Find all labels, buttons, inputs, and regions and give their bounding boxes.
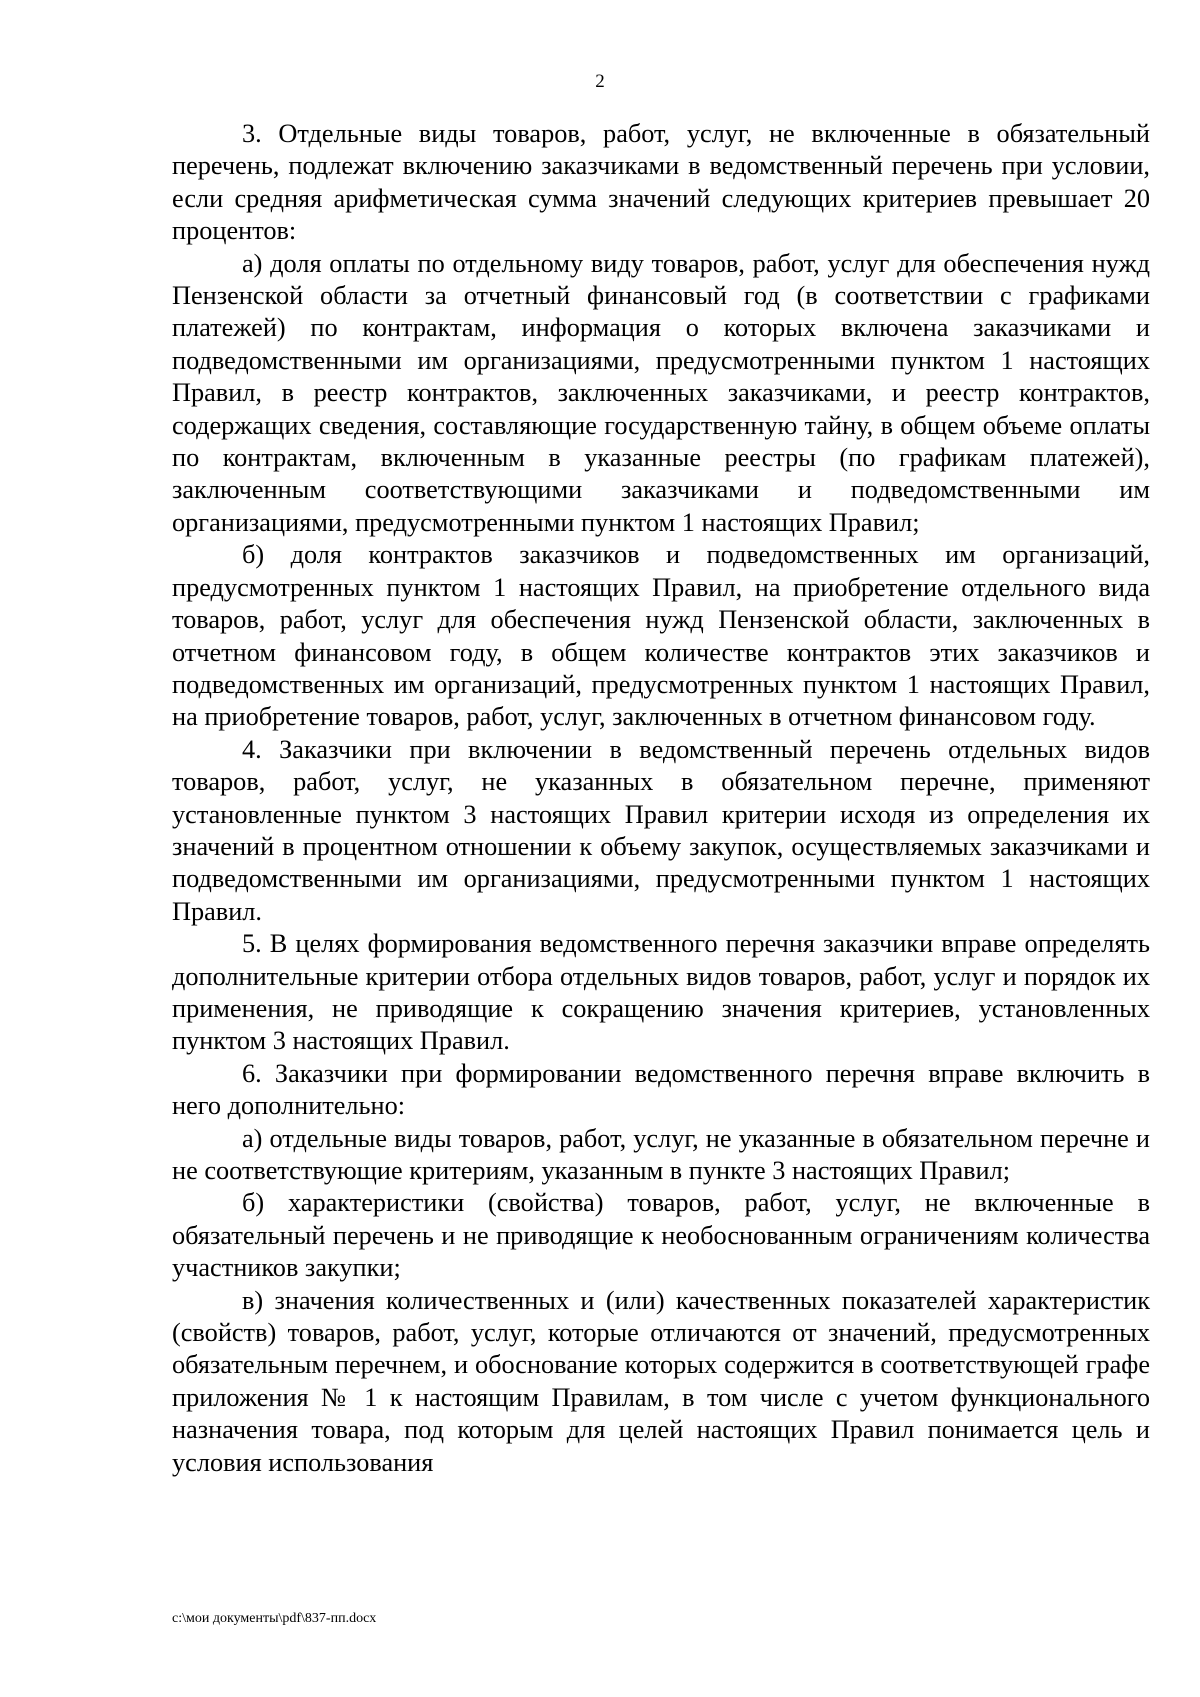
paragraph-6v: в) значения количественных и (или) качественных показателей характеристик (свойств) товаров, работ, услуг, которые отличаются от значений, предусмотренных обязательным перечнем, и обоснование которых содержится в соответствующей графе приложения № 1 к настоящим Правилам, в том числе с учетом функционального назначения товара, под которым для целей настоящих Правил понимается цель и условия использования: [172, 1285, 1150, 1477]
paragraph-3: 3. Отдельные виды товаров, работ, услуг, не включенные в обязательный перечень, подлежат включению заказчиками в ведомственный перечень при условии, если средняя арифметическая сумма значений следующих критериев превышает 20 процентов:: [172, 119, 1150, 246]
paragraph-4: 4. Заказчики при включении в ведомственный перечень отдельных видов товаров, работ, услуг, не указанных в обязательном перечне, применяют установленные пунктом 3 настоящих Правил критерии исходя из определения их значений в процентном отношении к объему закупок, осуществляемых заказчиками и подведомственными им организациями, предусмотренными пунктом 1 настоящих Правил.: [172, 734, 1150, 926]
paragraph-6: 6. Заказчики при формировании ведомственного перечня вправе включить в него дополнительно:: [172, 1058, 1150, 1121]
document-body: [172, 118, 1150, 1479]
paragraph-6b: б) характеристики (свойства) товаров, работ, услуг, не включенные в обязательный перечень и не приводящие к необоснованным ограничениям количества участников закупки;: [172, 1188, 1150, 1283]
paragraph-5: 5. В целях формирования ведомственного перечня заказчики вправе определять дополнительные критерии отбора отдельных видов товаров, работ, услуг и порядок их применения, не приводящие к сокращению значения критериев, установленных пунктом 3 настоящих Правил.: [172, 929, 1150, 1056]
paragraph-6a: а) отдельные виды товаров, работ, услуг, не указанные в обязательном перечне и не соответствующие критериям, указанным в пункте 3 настоящих Правил;: [172, 1123, 1150, 1185]
page-number: 2: [595, 71, 605, 92]
paragraph-3b: б) доля контрактов заказчиков и подведомственных им организаций, предусмотренных пунктом 1 настоящих Правил, на приобретение отдельного вида товаров, работ, услуг для обеспечения нужд Пензенской области, заключенных в отчетном финансовом году, в общем количестве контрактов этих заказчиков и подведомственных им организаций, предусмотренных пунктом 1 настоящих Правил, на приобретение товаров, работ, услуг, заключенных в отчетном финансовом году.: [172, 540, 1150, 732]
paragraph-3a: а) доля оплаты по отдельному виду товаров, работ, услуг для обеспечения нужд Пензенской области за отчетный финансовый год (в соответствии с графиками платежей) по контрактам, информация о которых включена заказчиками и подведомственными им организациями, предусмотренными пунктом 1 настоящих Правил, в реестр контрактов, заключенных заказчиками, и реестр контрактов, содержащих сведения, составляющие государственную тайну, в общем объеме оплаты по контрактам, включенным в указанные реестры (по графикам платежей), заключенным соответствующими заказчиками и подведомственными им организациями, предусмотренными пунктом 1 настоящих Правил;: [172, 248, 1150, 537]
footer-file-path: c:\мои документы\pdf\837-пп.docx: [172, 1611, 377, 1626]
